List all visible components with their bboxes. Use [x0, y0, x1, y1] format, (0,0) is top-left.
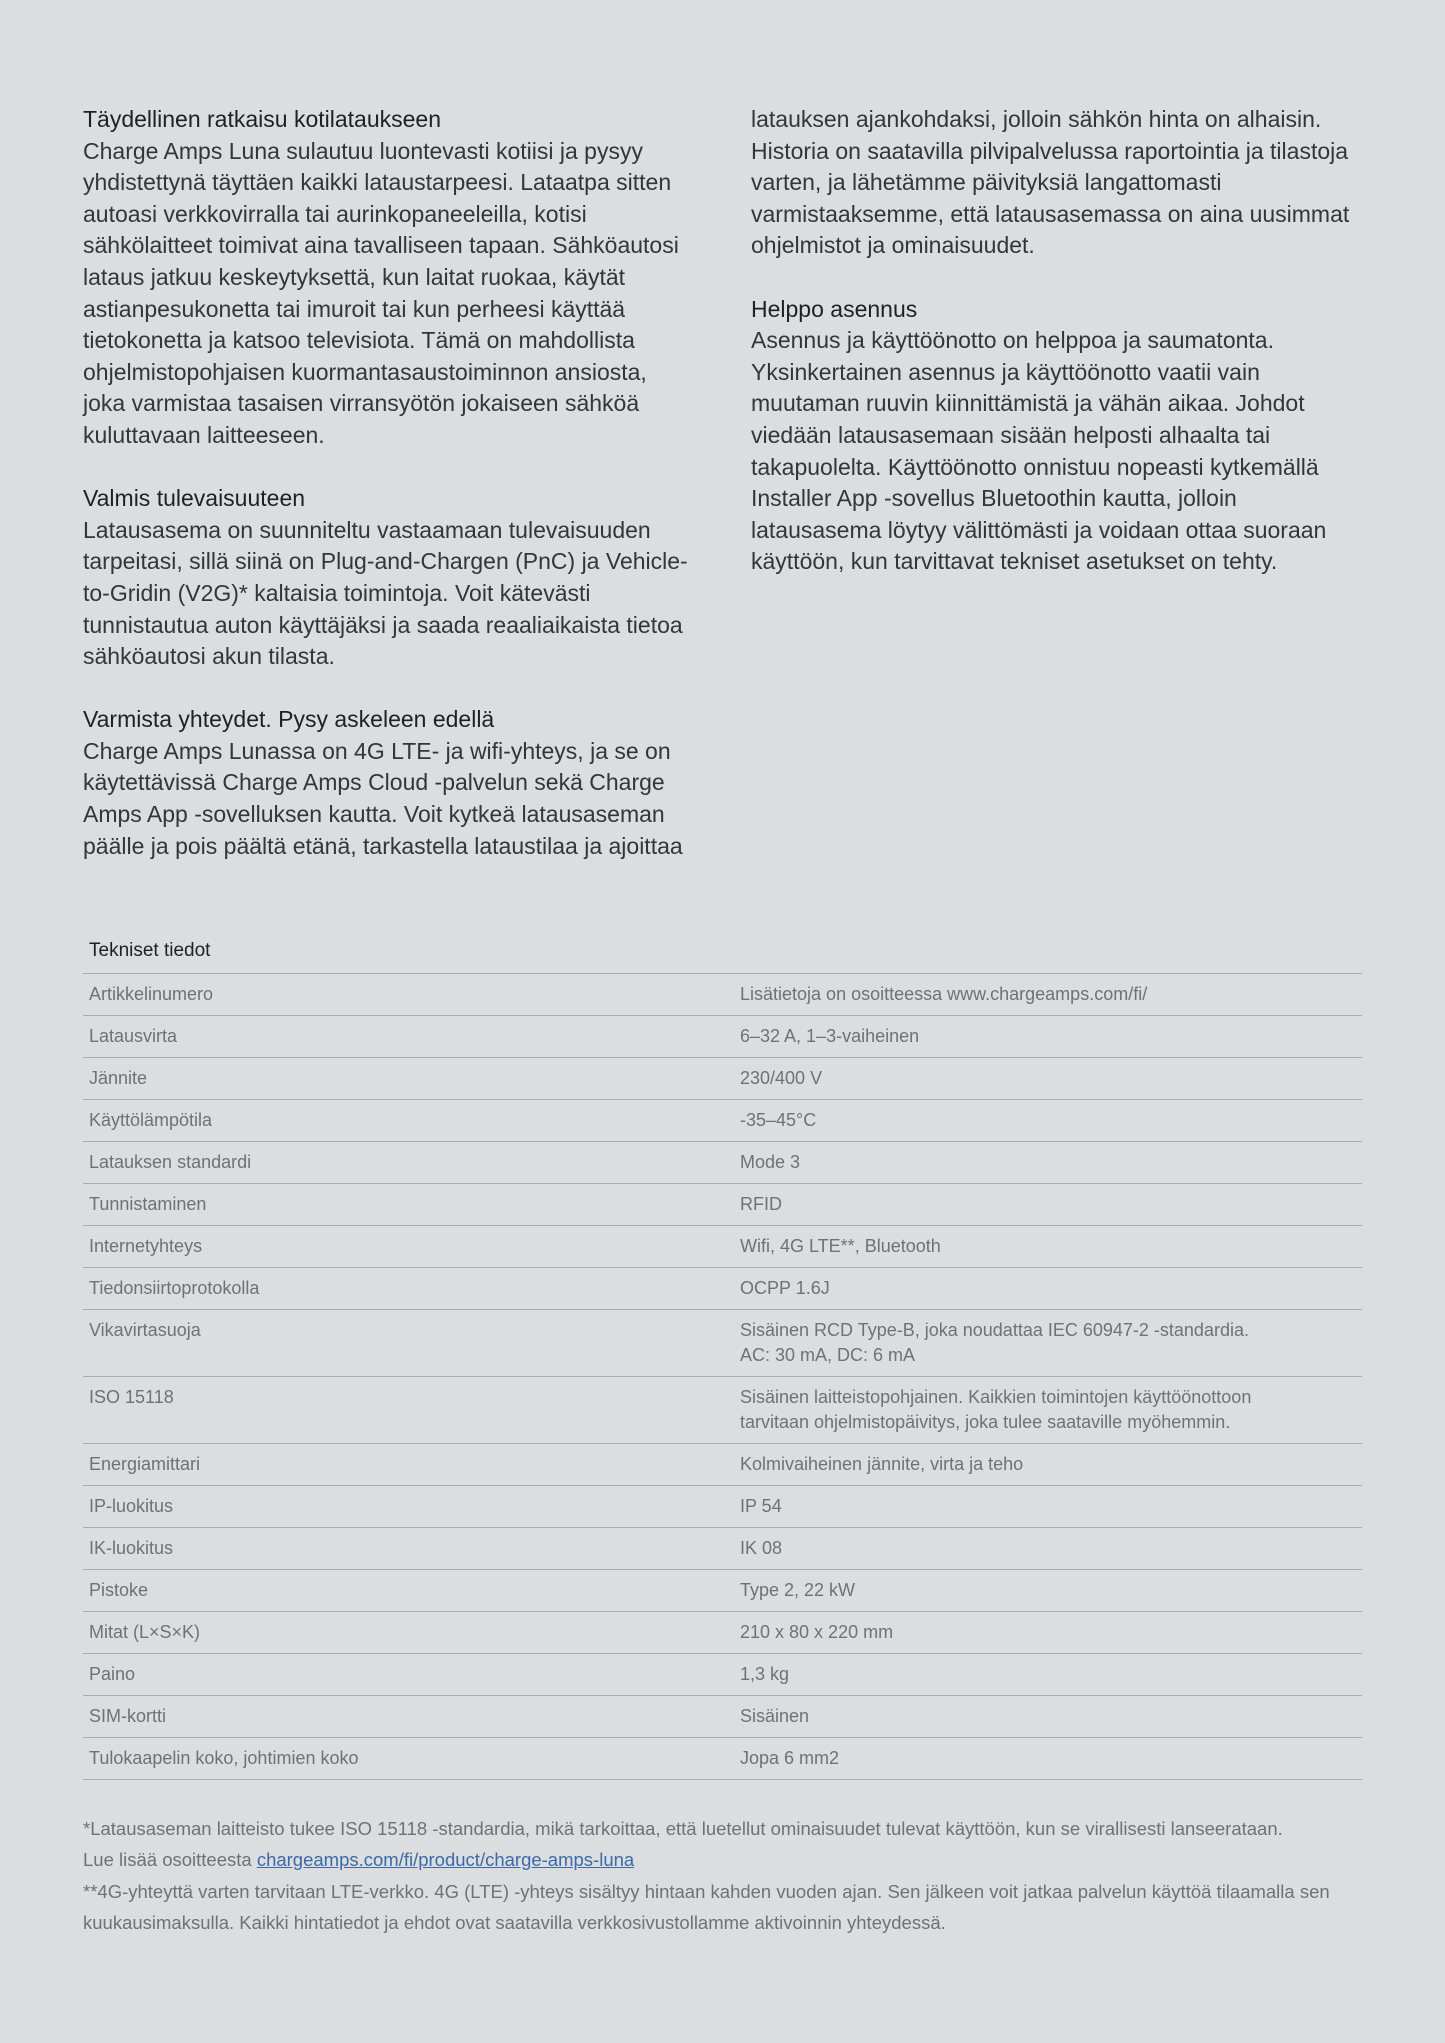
table-row — [83, 1738, 1362, 1780]
table-row — [83, 1058, 1362, 1100]
spec-value-line: AC: 30 mA, DC: 6 mA — [740, 1345, 916, 1365]
footnote-link-prefix: Lue lisää osoitteesta — [83, 1849, 257, 1871]
spec-value — [740, 1452, 1362, 1477]
table-row — [83, 1100, 1362, 1142]
spec-value — [740, 1108, 1362, 1133]
spec-value-line: Lisätietoja on osoitteessa www.chargeamps.com/fi/ — [740, 984, 1148, 1004]
section-body: Latausasema on suunniteltu vastaamaan tulevaisuuden tarpeitasi, sillä siinä on Plug-and-Chargen (PnC) ja Vehicle-to-Gridin (V2G)* kaltaisia toimintoja. Voit kätevästi tunnistautua auton käyttäjäksi ja saada reaaliaikaista tietoa sähköautosi akun tilasta. — [83, 516, 688, 670]
specs-table — [83, 934, 1362, 1780]
table-row — [83, 1444, 1362, 1486]
spec-value-line: 6–32 A, 1–3-vaiheinen — [740, 1026, 920, 1046]
spec-value — [740, 1704, 1362, 1729]
spec-value — [740, 1494, 1362, 1519]
table-row — [83, 1696, 1362, 1738]
spec-label: SIM-kortti — [89, 1706, 167, 1726]
spec-label: Tulokaapelin koko, johtimien koko — [89, 1748, 359, 1768]
intro-section-home-charging — [83, 104, 695, 452]
spec-value-line: Sisäinen — [740, 1706, 810, 1726]
section-body: Asennus ja käyttöönotto on helppoa ja saumatonta. Yksinkertainen asennus ja käyttöönotto vaatii vain muutaman ruuvin kiinnittämistä ja vähän aikaa. Johdot viedään latausasemaan sisään helposti alhaalta tai takapuolelta. Käyttöönotto onnistuu nopeasti kytkemällä Installer App -sovellus Bluetoothin kautta, jolloin latausasema löytyy välittömästi ja voidaan ottaa suoraan käyttöön, kun tarvittavat tekniset asetukset on tehty. — [751, 327, 1327, 575]
spec-label: Vikavirtasuoja — [89, 1320, 201, 1340]
spec-value-line: Sisäinen laitteistopohjainen. Kaikkien toimintojen käyttöönottoon — [740, 1387, 1252, 1407]
table-row — [83, 1016, 1362, 1058]
spec-label: Jännite — [89, 1068, 148, 1088]
spec-value — [740, 1192, 1362, 1217]
spec-label: IP-luokitus — [89, 1496, 174, 1516]
spec-label: Latausvirta — [89, 1026, 178, 1046]
intro-text-columns — [83, 104, 1363, 864]
spec-value-line: tarvitaan ohjelmistopäivitys, joka tulee saataville myöhemmin. — [740, 1412, 1231, 1432]
intro-section-future-ready — [83, 483, 695, 673]
spec-value — [740, 1150, 1362, 1175]
spec-label: Käyttölämpötila — [89, 1110, 213, 1130]
spec-value — [740, 1662, 1362, 1687]
spec-label: Paino — [89, 1664, 136, 1684]
table-row — [83, 1310, 1362, 1377]
spec-value-line: IK 08 — [740, 1538, 783, 1558]
spec-label: Latauksen standardi — [89, 1152, 252, 1172]
table-row — [83, 1528, 1362, 1570]
spec-value — [740, 1536, 1362, 1561]
spec-value — [740, 1234, 1362, 1259]
table-row — [83, 1612, 1362, 1654]
section-title: Varmista yhteydet. Pysy askeleen edellä — [83, 706, 495, 733]
table-row — [83, 1570, 1362, 1612]
spec-value — [740, 1620, 1362, 1645]
spec-value — [740, 1024, 1362, 1049]
table-row — [83, 1654, 1362, 1696]
table-row — [83, 1184, 1362, 1226]
footnotes — [83, 1813, 1373, 1939]
spec-value-line: Kolmivaiheinen jännite, virta ja teho — [740, 1454, 1024, 1474]
table-row — [83, 1268, 1362, 1310]
footnote-iso15118: *Latausaseman laitteisto tukee ISO 15118 -standardia, mikä tarkoittaa, että luetellut ominaisuudet tulevat käyttöön, kun se virallisesti lanseerataan. — [83, 1818, 1283, 1839]
spec-label: ISO 15118 — [89, 1387, 174, 1407]
section-body: Charge Amps Luna sulautuu luontevasti kotiisi ja pysyy yhdistettynä täyttäen kaikki lataustarpeesi. Lataatpa sitten autoasi verkkovirralla tai aurinkopaneeleilla, kotisi sähkölaitteet toimivat aina tavalliseen tapaan. Sähköautosi lataus jatkuu keskeytyksettä, kun laitat ruokaa, käytät astianpesukonetta tai imuroit tai kun perheesi käyttää tietokonetta ja katsoo televisiota. Tämä on mahdollista ohjelmistopohjaisen kuormantasaustoiminnon ansiosta, joka varmistaa tasaisen virransyötön jokaiseen sähköä kuluttavaan laitteeseen. — [83, 137, 679, 448]
spec-label: Tiedonsiirtoprotokolla — [89, 1278, 260, 1298]
spec-value-line: Wifi, 4G LTE**, Bluetooth — [740, 1236, 941, 1256]
specs-table-body — [83, 974, 1362, 1780]
table-row — [83, 1377, 1362, 1444]
spec-value-line: IP 54 — [740, 1496, 782, 1516]
spec-label: Internetyhteys — [89, 1236, 203, 1256]
spec-value-line: Jopa 6 mm2 — [740, 1748, 840, 1768]
spec-value-line: 1,3 kg — [740, 1664, 790, 1684]
footnote-link-line — [83, 1844, 1373, 1875]
section-body: Charge Amps Lunassa on 4G LTE- ja wifi-yhteys, ja se on käytettävissä Charge Amps Cloud -palvelun sekä Charge Amps App -sovelluksen kautta. Voit kytkeä latausaseman päälle ja pois päältä etänä, tarkastella lataustilaa ja ajoittaa latauksen ajankohdaksi, jolloin sähkön hinta on alhaisin. Historia on saatavilla pilvipalvelussa raportointia ja tilastoja varten, ja lähetämme päivityksiä langattomasti varmistaaksemme, että latausasemassa on aina uusimmat ohjelmistot ja ominaisuudet. — [83, 106, 1350, 859]
spec-value-line: Mode 3 — [740, 1152, 801, 1172]
section-title: Täydellinen ratkaisu kotilataukseen — [83, 106, 441, 132]
spec-value-line: RFID — [740, 1194, 782, 1214]
spec-value — [740, 1066, 1362, 1091]
spec-value — [740, 1276, 1362, 1301]
table-row — [83, 1226, 1362, 1268]
spec-label: Pistoke — [89, 1580, 149, 1600]
footnote-4g: **4G-yhteyttä varten tarvitaan LTE-verkko. 4G (LTE) -yhteys sisältyy hintaan kahden vuoden ajan. Sen jälkeen voit jatkaa palvelun käyttöä tilaamalla sen kuukausimaksulla. Kaikki hintatiedot ja ehdot ovat saatavilla verkkosivustollamme aktivoinnin yhteydessä. — [83, 1880, 1330, 1934]
table-row — [83, 974, 1362, 1016]
spec-label: Energiamittari — [89, 1454, 201, 1474]
spec-value — [740, 1578, 1362, 1603]
spec-label: IK-luokitus — [89, 1538, 174, 1558]
spec-value-line: 230/400 V — [740, 1068, 823, 1088]
spec-label: Tunnistaminen — [89, 1194, 207, 1214]
product-page-link[interactable]: chargeamps.com/fi/product/charge-amps-luna — [256, 1849, 635, 1871]
spec-value — [740, 982, 1362, 1007]
intro-section-installation — [751, 294, 1363, 578]
spec-label: Artikkelinumero — [89, 984, 214, 1004]
spec-value — [740, 1746, 1362, 1771]
spec-value-line: OCPP 1.6J — [740, 1278, 830, 1298]
spec-value — [740, 1385, 1362, 1435]
specs-table-title: Tekniset tiedot — [83, 934, 1362, 974]
spec-value-line: Sisäinen RCD Type-B, joka noudattaa IEC 60947-2 -standardia. — [740, 1320, 1249, 1340]
spec-value-line: -35–45°C — [740, 1110, 817, 1130]
spec-value-line: 210 x 80 x 220 mm — [740, 1622, 894, 1642]
table-row — [83, 1486, 1362, 1528]
table-row — [83, 1142, 1362, 1184]
spec-value — [740, 1318, 1362, 1368]
section-title: Valmis tulevaisuuteen — [83, 485, 306, 512]
section-title: Helppo asennus — [751, 295, 918, 322]
spec-value-line: Type 2, 22 kW — [740, 1580, 856, 1600]
spec-label: Mitat (L×S×K) — [89, 1622, 201, 1642]
